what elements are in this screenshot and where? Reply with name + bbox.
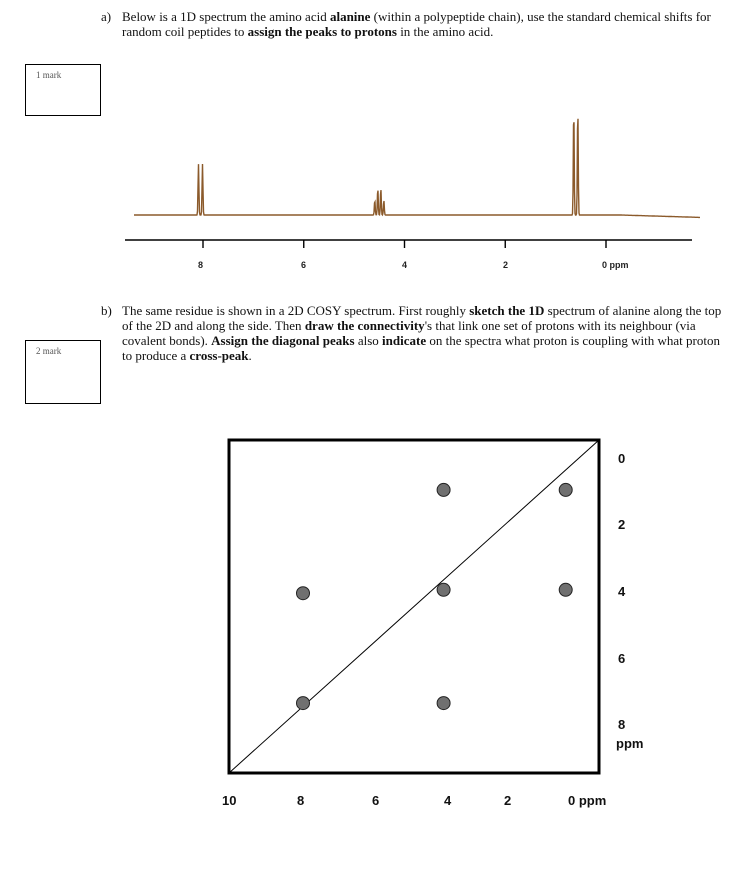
- part-b-text-1: The same residue is shown in a 2D COSY spectrum. First roughly: [122, 303, 470, 318]
- part-a-label: a): [101, 9, 112, 24]
- cosy-peak: [297, 697, 310, 710]
- tick-label-1d: 4: [402, 260, 408, 270]
- part-b-text-3: 's that link one set of protons with its neighbour (via covalent bonds).: [122, 318, 696, 348]
- cosy-x-tick-label: 6: [372, 793, 380, 808]
- part-a-text-3: in the amino acid.: [396, 24, 494, 39]
- cosy-x-tick-label: 10: [222, 793, 237, 808]
- tick-label-1d: 2: [503, 260, 509, 270]
- part-a-text-2: (within a polypeptide chain), use the standard chemical shifts for random coil peptides to: [122, 9, 711, 39]
- spectrum-1d-trace: [134, 119, 700, 218]
- mark-a-label: 1 mark: [36, 70, 62, 80]
- part-b-question: [122, 303, 722, 363]
- part-b-bold-1: sketch the 1D: [469, 303, 545, 318]
- cosy-peak: [559, 583, 572, 596]
- part-a-bold-2: assign the peaks to protons: [247, 24, 397, 39]
- cosy-peak: [437, 483, 450, 496]
- cosy-peak: [437, 697, 450, 710]
- part-b-bold-3: Assign the diagonal peaks: [211, 333, 355, 348]
- cosy-y-tick-label: 6: [618, 651, 626, 666]
- cosy-y-unit-label: ppm: [616, 736, 644, 751]
- part-b-text-4: also: [354, 333, 383, 348]
- part-a-bold-1: alanine: [329, 9, 371, 24]
- part-b-bold-2: draw the connectivity: [304, 318, 425, 333]
- part-b-bold-5: cross-peak: [189, 348, 249, 363]
- part-b-label: b): [101, 303, 112, 318]
- part-b-text-2: spectrum of alanine along the top of the 2D and along the side. Then: [122, 303, 722, 333]
- cosy-y-tick-label: 4: [618, 584, 626, 599]
- cosy-peak: [297, 587, 310, 600]
- part-b-text-5: on the spectra what proton is coupling with what proton to produce a: [122, 333, 720, 363]
- cosy-x-tick-label: 2: [504, 793, 512, 808]
- cosy-x-tick-label: 4: [444, 793, 452, 808]
- cosy-y-tick-label: 0: [618, 451, 626, 466]
- spectrum-1d: [0, 0, 745, 290]
- part-b-text-6: .: [248, 348, 252, 363]
- spectrum-1d-ticks: [203, 240, 606, 248]
- cosy-peak: [437, 583, 450, 596]
- cosy-y-tick-label: 8: [618, 717, 626, 732]
- part-b-bold-4: indicate: [382, 333, 427, 348]
- tick-label-1d: 8: [198, 260, 204, 270]
- cosy-peak: [559, 483, 572, 496]
- tick-label-1d: 6: [301, 260, 307, 270]
- mark-b-label: 2 mark: [36, 346, 62, 356]
- mark-box-b: [25, 340, 101, 404]
- tick-label-1d: 0 ppm: [602, 260, 629, 270]
- cosy-x-tick-label: 8: [297, 793, 305, 808]
- cosy-y-tick-label: 2: [618, 517, 626, 532]
- cosy-x-tick-label: 0 ppm: [568, 793, 607, 808]
- part-a-text-1: Below is a 1D spectrum the amino acid: [122, 9, 330, 24]
